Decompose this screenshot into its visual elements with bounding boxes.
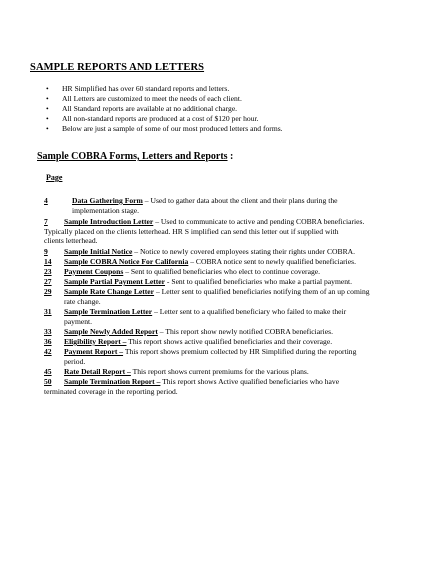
list-item: 14 Sample COBRA Notice For California – COBRA notice sent to newly qualified beneficiaries. xyxy=(44,256,356,266)
page-column-label: Page xyxy=(46,173,63,182)
page-number: 33 xyxy=(44,326,52,336)
entry-title: Sample Partial Payment Letter xyxy=(64,277,166,287)
page-number: 9 xyxy=(44,246,48,256)
list-item: 9 Sample Initial Notice – Notice to newly covered employees stating their rights under COBRA. xyxy=(44,246,356,256)
bullet-item: • Below are just a sample of some of our most produced letters and forms. xyxy=(46,124,283,133)
entry-title: Payment Report – xyxy=(64,347,124,357)
entry-title: Eligibility Report – xyxy=(64,337,127,347)
page-number: 4 xyxy=(44,196,48,205)
entry-title: Sample Rate Change Letter xyxy=(64,287,155,297)
bullet-item: • All non-standard reports are produced at a cost of $120 per hour. xyxy=(46,114,259,123)
list-item: 42 Payment Report – This report shows premium collected by HR Simplified during the reporting period. xyxy=(44,347,357,366)
list-item: 45 Rate Detail Report – This report shows current premiums for the various plans. xyxy=(44,367,309,377)
entry-title: Payment Coupons xyxy=(64,266,124,276)
bullet-icon: • xyxy=(46,84,49,93)
bullet-icon: • xyxy=(46,124,49,133)
bullet-icon: • xyxy=(46,114,49,123)
entry-title: Data Gathering Form xyxy=(72,196,143,205)
intro-bullet-list xyxy=(46,84,283,134)
list-item: 29 Sample Rate Change Letter – Letter sent to qualified beneficiaries notifying them of an up coming rate change. xyxy=(44,287,370,306)
page-number: 29 xyxy=(44,287,52,297)
entries-list xyxy=(44,196,414,397)
page-number: 36 xyxy=(44,337,52,347)
entry-title: Sample Termination Letter xyxy=(64,307,153,317)
page-number: 42 xyxy=(44,347,52,357)
entry-title: Sample Termination Report – xyxy=(64,377,161,387)
page-number: 45 xyxy=(44,367,52,377)
list-item: 36 Eligibility Report – This report shows active qualified beneficiaries and their coverage. xyxy=(44,337,333,347)
page-number: 27 xyxy=(44,277,52,287)
section-heading: Sample COBRA Forms, Letters and Reports : xyxy=(37,151,234,162)
list-item: 4 Data Gathering Form – Used to gather data about the client and their plans during the implementation stage. xyxy=(44,196,338,215)
page-number: 50 xyxy=(44,377,52,387)
entry-title: Sample COBRA Notice For California xyxy=(64,256,189,266)
bullet-item: • All Letters are customized to meet the needs of each client. xyxy=(46,94,242,103)
page-number: 14 xyxy=(44,256,52,266)
bullet-icon: • xyxy=(46,94,49,103)
bullet-item: • HR Simplified has over 60 standard reports and letters. xyxy=(46,84,230,93)
list-item: 50 Sample Termination Report – This report shows Active qualified beneficiaries who have terminated coverage in the reporting period. xyxy=(44,377,340,396)
list-item: 31 Sample Termination Letter – Letter sent to a qualified beneficiary who failed to make their payment. xyxy=(44,307,347,326)
list-item: 27 Sample Partial Payment Letter - Sent to qualified beneficiaries who make a partial payment. xyxy=(44,277,353,287)
page-number: 31 xyxy=(44,307,52,317)
bullet-icon: • xyxy=(46,104,49,113)
page-number: 23 xyxy=(44,266,52,276)
page-number: 7 xyxy=(44,217,48,227)
entry-title: Sample Newly Added Report xyxy=(64,326,158,336)
page-heading: SAMPLE REPORTS AND LETTERS xyxy=(30,62,205,73)
entry-title: Rate Detail Report – xyxy=(64,367,131,377)
bullet-item: • All Standard reports are available at no additional charge. xyxy=(46,104,238,113)
list-item: 33 Sample Newly Added Report – This report show newly notified COBRA beneficiaries. xyxy=(44,326,333,336)
entry-title: Sample Initial Notice xyxy=(64,246,133,256)
list-item: 7 Sample Introduction Letter – Used to communicate to active and pending COBRA beneficiaries. Typically placed on the clients letterhead. HR S implified can send this letter out if supplied with clients letterhead. xyxy=(44,217,365,246)
entry-title: Sample Introduction Letter xyxy=(64,217,154,227)
list-item: 23 Payment Coupons – Sent to qualified beneficiaries who elect to continue coverage. xyxy=(44,266,321,276)
